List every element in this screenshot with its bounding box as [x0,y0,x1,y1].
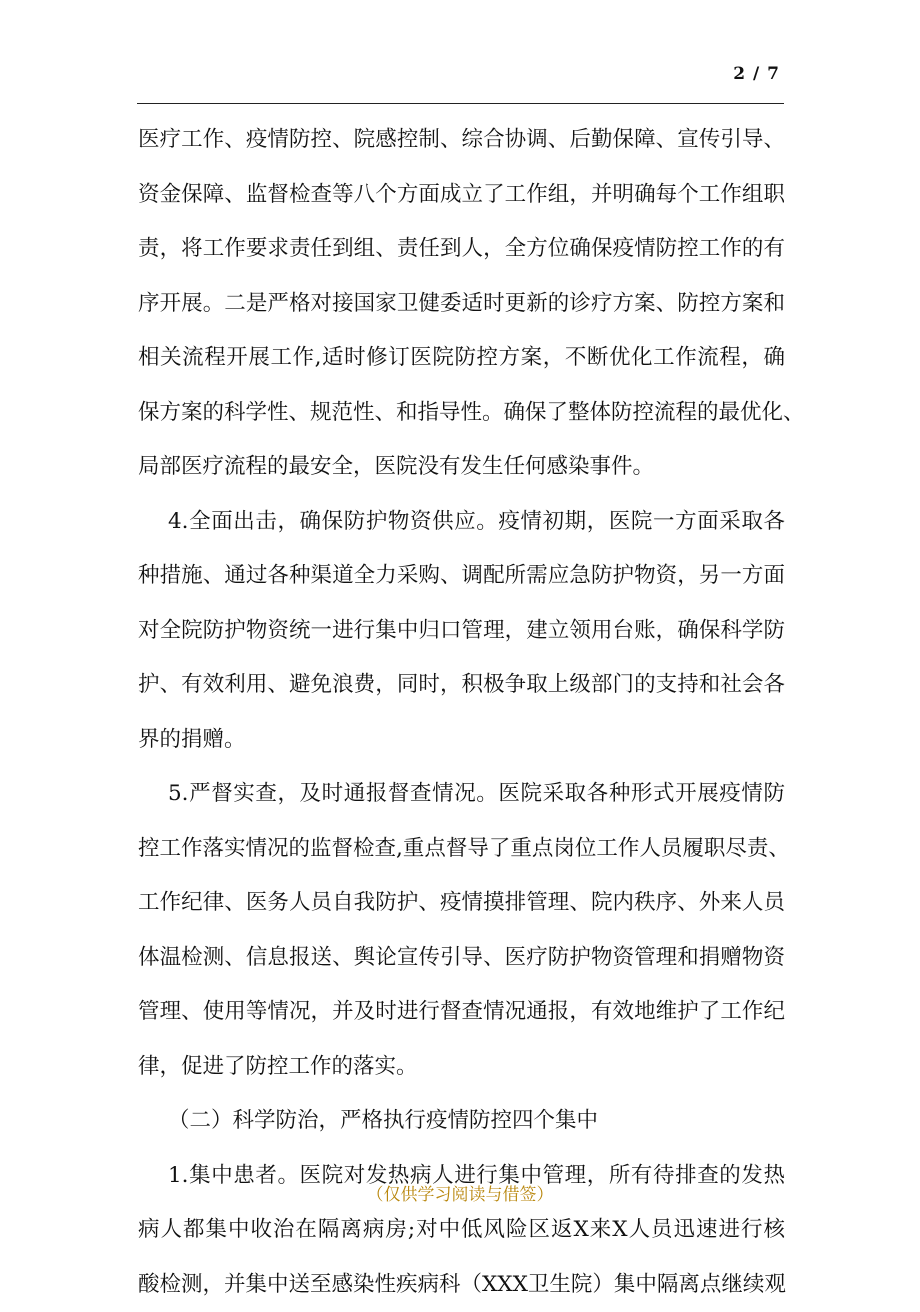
text-line: 医疗工作、疫情防控、院感控制、综合协调、后勤保障、宣传引导、 [138,113,785,168]
text-line: 对全院防护物资统一进行集中归口管理，建立领用台账，确保科学防 [138,604,785,659]
text-line: 界的捐赠。 [138,713,785,768]
text-line: 工作纪律、医务人员自我防护、疫情摸排管理、院内秩序、外来人员 [138,876,785,931]
document-body [138,113,785,1312]
text-line: 酸检测，并集中送至感染性疾病科（XXX卫生院）集中隔离点继续观 [138,1258,785,1312]
text-line: 1.集中患者。医院对发热病人进行集中管理，所有待排查的发热 [138,1149,785,1204]
text-line: 种措施、通过各种渠道全力采购、调配所需应急防护物资，另一方面 [138,549,785,604]
text-line: 护、有效利用、避免浪费，同时，积极争取上级部门的支持和社会各 [138,658,785,713]
text-line: 5.严督实查，及时通报督查情况。医院采取各种形式开展疫情防 [138,767,785,822]
text-line: 序开展。二是严格对接国家卫健委适时更新的诊疗方案、防控方案和 [138,277,785,332]
text-line: 局部医疗流程的最安全，医院没有发生任何感染事件。 [138,440,785,495]
page-number: 2 / 7 [733,64,780,84]
footer-note: （仅供学习阅读与借签） [0,1180,920,1205]
text-line: 病人都集中收治在隔离病房;对中低风险区返X来X人员迅速进行核 [138,1203,785,1258]
text-line: 控工作落实情况的监督检查,重点督导了重点岗位工作人员履职尽责、 [138,822,785,877]
text-line: 相关流程开展工作,适时修订医院防控方案，不断优化工作流程，确 [138,331,785,386]
text-line: 责，将工作要求责任到组、责任到人，全方位确保疫情防控工作的有 [138,222,785,277]
header-rule [137,103,784,104]
text-line: 律，促进了防控工作的落实。 [138,1040,785,1095]
text-line: 4.全面出击，确保防护物资供应。疫情初期，医院一方面采取各 [138,495,785,550]
text-line: 体温检测、信息报送、舆论宣传引导、医疗防护物资管理和捐赠物资 [138,931,785,986]
text-line: 保方案的科学性、规范性、和指导性。确保了整体防控流程的最优化、 [138,386,785,441]
text-line: 资金保障、监督检查等八个方面成立了工作组，并明确每个工作组职 [138,168,785,223]
text-line: 管理、使用等情况，并及时进行督查情况通报，有效地维护了工作纪 [138,985,785,1040]
text-line: （二）科学防治，严格执行疫情防控四个集中 [138,1094,785,1149]
